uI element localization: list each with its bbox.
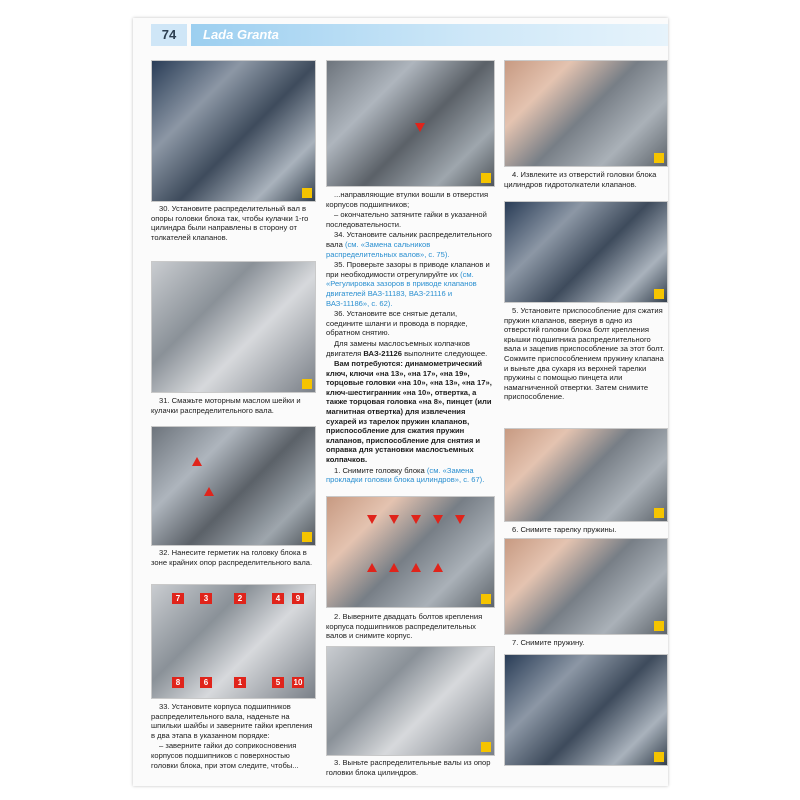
photo-marker-icon	[302, 188, 312, 198]
step-34-text: 34. Установите сальник распределительного вала	[326, 230, 492, 249]
photo-spring-plate	[504, 428, 668, 522]
red-arrow-icon	[411, 515, 421, 524]
order-badge: 9	[292, 593, 304, 604]
step-1-text: 1. Снимите головку блока	[334, 465, 425, 475]
step-35-text: 35. Проверьте зазоры в приводе клапанов и при необходимости отрегулируйте их	[326, 260, 490, 279]
order-badge: 5	[272, 677, 284, 688]
order-badge: 8	[172, 677, 184, 688]
red-arrow-icon	[204, 487, 214, 496]
red-arrow-icon	[389, 515, 399, 524]
page-header	[133, 24, 668, 46]
photo-tightening-order	[151, 584, 316, 699]
link-seal-replacement[interactable]: (см. «Замена сальников распределительных валов», с. 75).	[326, 239, 450, 259]
photo-spring-compressor	[504, 201, 668, 303]
photo-marker-icon	[654, 289, 664, 299]
photo-spring-removal	[504, 538, 668, 635]
order-badge: 10	[293, 678, 303, 687]
photo-marker-icon	[302, 532, 312, 542]
step-33-text: 33. Установите корпуса подшипников распределительного вала, наденьте на шпильки шайбы и заверните гайки крепления в два этапа в указанном порядке: – заверните гайки до соприкосновения корпусов подшипников с поверхностью головки блока, при этом следите, чтобы...	[151, 702, 313, 770]
link-gasket-replacement[interactable]: (см. «Замена прокладки головки блока цилиндров», с. 67).	[326, 465, 485, 485]
red-arrow-icon	[192, 457, 202, 466]
red-arrow-icon	[455, 515, 465, 524]
step-5-text: 5. Установите приспособление для сжатия пружин клапанов, ввернув в одно из отверстий головки блока болт крепления крышки подшипника распределительного вала и зацепив приспособление за этот болт. Сожмите приспособлением пружину клапана и выньте два сухаря из верхней тарелки пружины с помощью пинцета или намагниченной отвертки. Затем снимите приспособление.	[504, 306, 665, 402]
photo-marker-icon	[481, 173, 491, 183]
order-badge: 3	[200, 593, 212, 604]
step-2-text: 2. Выверните двадцать болтов крепления корпуса подшипников распределительных валов и снимите корпус.	[326, 612, 483, 641]
order-badge: 1	[234, 677, 246, 688]
step-3-text: 3. Выньте распределительные валы из опор головки блока цилиндров.	[326, 758, 491, 777]
photo-lifters-removal	[504, 60, 668, 167]
step-7-text: 7. Снимите пружину.	[512, 638, 585, 647]
link-valve-clearance[interactable]: (см. «Регулировка зазоров в приводе клапанов двигателей ВАЗ-11183, ВАЗ-21116 и ВАЗ-11186», с. 62).	[326, 269, 477, 308]
photo-marker-icon	[481, 594, 491, 604]
step-36-text: 36. Установите все снятые детали, соедините шланги и провода в порядке, обратном снятию.	[326, 309, 468, 338]
photo-marker-icon	[654, 508, 664, 518]
photo-marker-icon	[654, 752, 664, 762]
order-badge: 6	[200, 677, 212, 688]
red-arrow-icon	[367, 563, 377, 572]
step-30-text: 30. Установите распределительный вал в опоры головки блока так, чтобы кулачки 1-го цилиндра были направлены в сторону от толкателей клапанов.	[151, 204, 309, 242]
page-number: 74	[151, 24, 187, 46]
red-arrow-icon	[415, 123, 425, 132]
red-arrow-icon	[411, 563, 421, 572]
book-title: Lada Granta	[203, 27, 279, 42]
red-arrow-icon	[433, 515, 443, 524]
step-4-text: 4. Извлеките из отверстий головки блока цилиндров гидротолкатели клапанов.	[504, 170, 657, 189]
order-badge: 2	[234, 593, 246, 604]
step-32-text: 32. Нанесите герметик на головку блока в зоне крайних опор распределительного вала.	[151, 548, 313, 567]
photo-bolts-removal	[326, 496, 495, 608]
step-6-text: 6. Снимите тарелку пружины.	[512, 525, 617, 534]
photo-marker-icon	[654, 621, 664, 631]
photo-bearing-housing	[326, 60, 495, 187]
photo-camshaft-install	[151, 60, 316, 202]
book-page	[133, 18, 668, 786]
photo-cap-removal	[504, 654, 668, 766]
engine-model: ВАЗ-21126	[363, 348, 402, 358]
photo-marker-icon	[302, 379, 312, 389]
photo-oil-lubrication	[151, 261, 316, 393]
photo-marker-icon	[654, 153, 664, 163]
photo-camshafts-out	[326, 646, 495, 756]
order-badge: 7	[172, 593, 184, 604]
photo-marker-icon	[481, 742, 491, 752]
column-2-text: ...направляющие втулки вошли в отверстия корпусов подшипников; – окончательно затяните гайки в указанной последовательности. 34. Установите сальник распределительного вала (см. «Замена сальников распределительных валов», с. 75). 35. Проверьте зазоры в приводе клапанов и при необходимости отрегулируйте их (см. «Регулировка зазоров в приводе клапанов двигателей ВАЗ-11183, ВАЗ-21116 и ВАЗ-11186», с. 62). 36. Установите все снятые детали, соедините шланги и провода в порядке, обратном снятию. Для замены маслосъемных колпачков двигателя ВАЗ-21126 выполните следующее. Вам потребуются: динамометрический ключ, ключи «на 13», «на 17», «на 19», торцовые головки «на 10», «на 13», «на 17», ключ-шестигранник «на 10», отвертка, а также торцовая головка «на 8», пинцет (или магнитная отвертка) для извлечения сухарей из тарелок пружин клапанов, приспособление для сжатия пружин клапанов, приспособление для снятия и оправка для установки маслосъемных колпачков. 1. Снимите головку блока (см. «Замена прокладки головки блока цилиндров», с. 67).	[326, 190, 492, 485]
red-arrow-icon	[433, 563, 443, 572]
tools-required: Вам потребуются: динамометрический ключ, ключи «на 13», «на 17», «на 19», торцовые головки «на 10», «на 13», «на 17», ключ-шестигранник «на 10», отвертка, а также торцовая головка «на 8», пинцет (или магнитная отвертка) для извлечения сухарей из тарелок пружин клапанов, приспособление для сжатия пружин клапанов, приспособление для снятия и оправка для установки маслосъемных колпачков.	[326, 359, 492, 465]
photo-sealant	[151, 426, 316, 546]
step-31-text: 31. Смажьте моторным маслом шейки и кулачки распределительного вала.	[151, 396, 301, 415]
red-arrow-icon	[367, 515, 377, 524]
order-badge: 4	[272, 593, 284, 604]
red-arrow-icon	[389, 563, 399, 572]
